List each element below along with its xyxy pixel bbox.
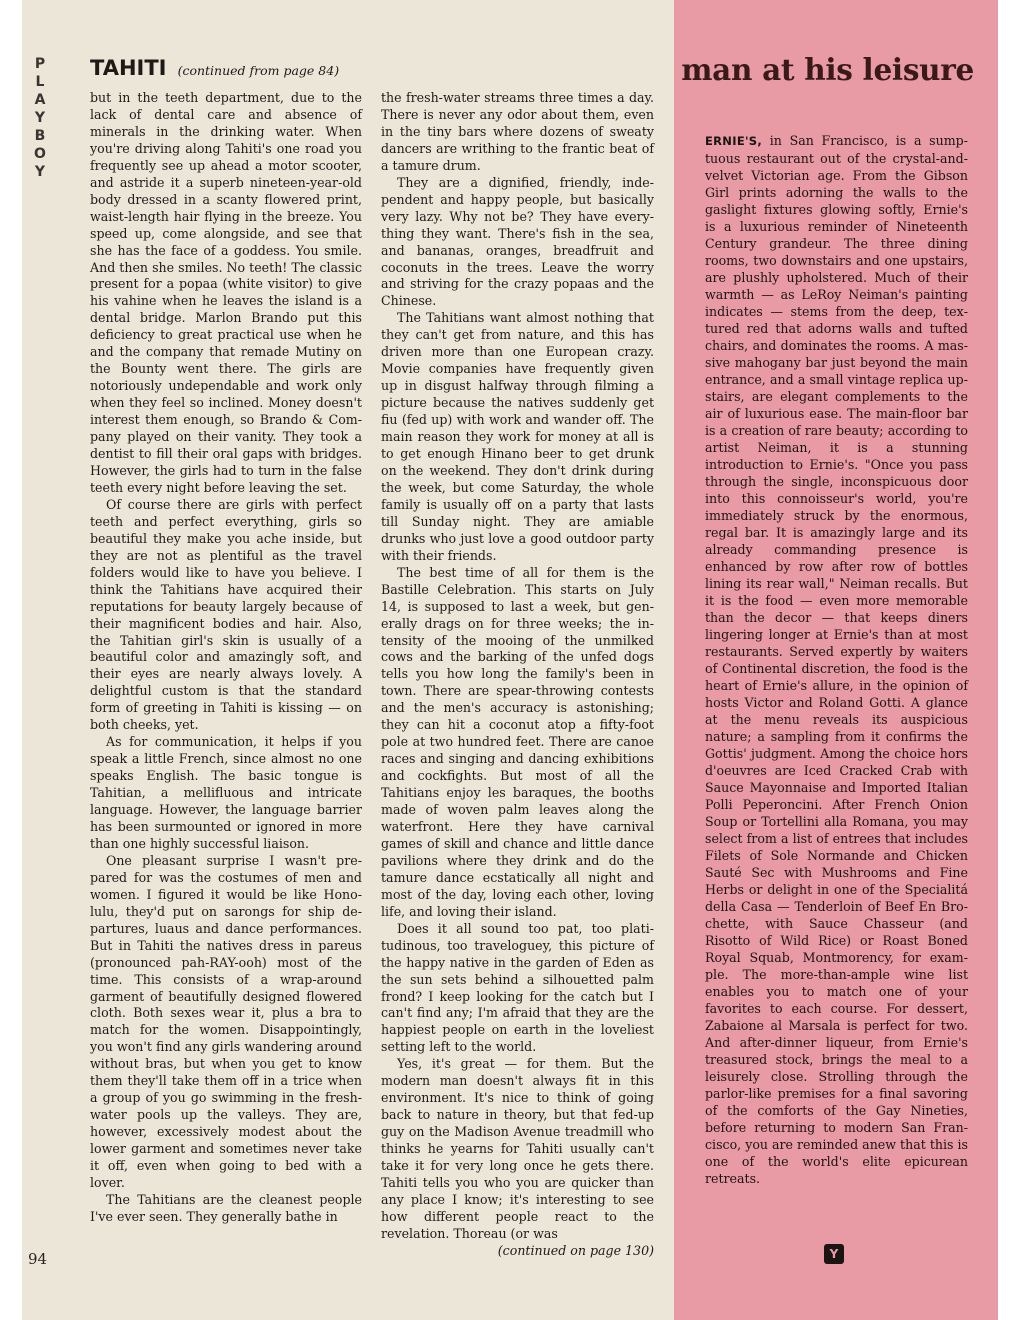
paragraph: Of course there are girls with perfect teeth and perfect everything, girls so beautiful they make you ache inside, but they are not as plentiful as the travel folders would like to have you believe. I think the Tahitians have acquired their reputations for beauty largely because of their magnificent bodies and hair. Also, the Tahitian girl's skin is usually of a beautiful color and amazingly soft, and their eyes are nearly always lovely. A delightful custom is that the standard form of greeting in Tahiti is kissing — on both cheeks, yet. — [90, 496, 362, 733]
paragraph: but in the teeth department, due to the lack of dental care and absence of minerals in the drinking water. When you're driving along Tahiti's one road you frequently see up ahead a motor scooter, and astride it a superb nineteen-year-old body dressed in a scanty flowered print, waist-length hair flying in the breeze. You speed up, come alongside, and see that she has the face of a goddess. You smile. And then she smiles. No teeth! The classic present for a popaa (white visitor) to give his vahine when he leaves the island is a dental bridge. Marlon Brando put this deficiency to great practical use when he and the company that remade Mutiny on the Bounty went there. The girls are notoriously undependable and work only when they feel so inclined. Money doesn't interest them enough, so Brando & Company played on their vanity. They took a dentist to fill their oral gaps with bridges. However, the girls had to turn in the false teeth every night before leaving the set. — [90, 90, 362, 495]
paragraph: As for communication, it helps if you speak a little French, since almost no one speaks English. The basic tongue is Tahitian, a mellifluous and intricate language. However, the language barrier has been surmounted or ignored in more than one highly successful liaison. — [90, 734, 362, 851]
paragraph: The Tahitians are the cleanest people I've ever seen. They generally bathe in — [90, 1191, 362, 1224]
paragraph: One pleasant surprise I wasn't prepared for was the costumes of men and women. I figured it would be like Honolulu, they'd put on sarongs for ship departures, luaus and dance performances. But in Tahiti the natives dress in pareus (pronounced pah-RAY-ooh) most of the time. This consists of a wrap-around garment of beautifully designed flowered cloth. Both sexes wear it, plus a bra to match for the women. Disappointingly, you won't find any girls wandering around without bras, but when you get to know them they'll take them off in a trice when a group of you go swimming in the fresh-water pools up the valleys. They are, however, excessively modest about the lower garment and sometimes never take it off, even when going to bed with a lover. — [90, 852, 362, 1190]
page-number: 94 — [28, 1250, 48, 1268]
paragraph: The best time of all for them is the Bastille Celebration. This starts on July 14, is supposed to last a week, but generally drags on for three weeks; the intensity of the mooing of the unmilked cows and the barking of the unfed dogs tells you how long the family's been in town. There are spear-throwing contests and the men's accuracy is astonishing; they can hit a coconut atop a fifty-foot pole at two hundred feet. There are canoe races and singing and dancing exhibitions and cockfights. But most of all the Tahitians enjoy les baraques, the booths made of woven palm leaves along the waterfront. Here they have carnival games of skill and chance and little dance pavilions where they drink and do the tamure dance ecstatically all night and most of the day, loving each other, loving life, and loving their island. — [381, 564, 654, 919]
sidebar-lead: ERNIE'S, — [705, 134, 763, 148]
sidebar-column — [705, 132, 968, 1187]
article-column-2 — [381, 90, 654, 1260]
article-column-1 — [90, 90, 362, 1226]
end-mark-icon: Y — [824, 1244, 844, 1264]
paragraph: Yes, it's great — for them. But the modern man doesn't always fit in this environment. It's nice to think of going back to nature in theory, but that fed-up guy on the Madison Avenue treadmill who thinks he yearns for Tahiti usually can't take it for very long once he gets there. Tahiti tells you who you are quicker than any place I know; it's interesting to see how different people react to the revelation. Thoreau (or was — [381, 1056, 654, 1241]
magazine-name-vertical: P L A Y B O Y — [34, 56, 46, 180]
continued-on: (continued on page 130) — [497, 1242, 654, 1258]
sidebar-paragraph — [705, 132, 968, 1187]
sidebar-title: man at his leisure — [681, 52, 974, 87]
paragraph: The Tahitians want almost nothing that they can't get from nature, and this has driven more than one European crazy. Movie companies have frequently given up in disgust halfway through filming a picture because the natives suddenly get fiu (fed up) with work and wander off. The main reason they work for money at all is to get enough Hinano beer to get drunk on the weekend. They don't drink during the week, but come Saturday, the whole family is usually off on a party that lasts till Sunday night. They are amiable drunks who just love a good outdoor party with their friends. — [381, 310, 654, 563]
paragraph: They are a dignified, friendly, independent and happy people, but basically very lazy. Why not be? They have everything they want. There's fish in the sea, and bananas, oranges, breadfruit and coconuts in the trees. Leave the worry and striving for the crazy popaas and the Chinese. — [381, 174, 654, 309]
sidebar-body: in San Francisco, is a sumptuous restaurant out of the crystal-and-velvet Victorian age. From the Gibson Girl prints adorning the walls to the gaslight fixtures glowing softly, Ernie's is a luxurious reminder of Nineteenth Century grandeur. The three dining rooms, two downstairs and one upstairs, are plushly upholstered. Much of their warmth — as LeRoy Neiman's painting indicates — stems from the deep, textured red that adorns walls and tufted chairs, and dominates the rooms. A massive mahogany bar just beyond the main entrance, and a small vintage replica upstairs, are elegant complements to the air of luxurious ease. The main-floor bar is a creation of rare beauty; according to artist Neiman, it is a stunning introduction to Ernie's. "Once you pass through the single, inconspicuous door into this connoisseur's world, you're immediately struck by the enormous, regal bar. It is amazingly large and its already commanding presence is enhanced by row after row of bottles lining its rear wall," Neiman recalls. But it is the food — even more memorable than the decor — that keeps diners lingering longer at Ernie's than at most restaurants. Served expertly by waiters of Continental discretion, the food is the heart of Ernie's allure, in the opinion of hosts Victor and Roland Gotti. A glance at the menu reveals its auspicious nature; a sampling from it confirms the Gottis' judgment. Among the choice hors d'oeuvres are Iced Cracked Crab with Sauce Mayonnaise and Imported Italian Polli Peperoncini. After French Onion Soup or Tortellini alla Romana, you may select from a list of entrees that includes Filets of Sole Normande and Chicken Sauté Sec with Mushrooms and Fine Herbs or delight in one of the Specialitá della Casa — Tenderloin of Beef En Brochette, with Sauce Chasseur (and Risotto of Wild Rice) or Roast Boned Royal Squab, Montmorency, for example. The more-than-ample wine list enables you to match one of your favorites to each course. For dessert, Zabaione al Marsala is perfect for two. And after-dinner liqueur, from Ernie's treasured stock, brings the meal to a leisurely close. Strolling through the parlor-like premises for a final savoring of the comforts of the Gay Nineties, before returning to modern San Francisco, you are reminded anew that this is one of the world's elite epicurean retreats. — [705, 133, 968, 1186]
article-header — [90, 56, 650, 86]
continued-from: (continued from page 84) — [177, 63, 340, 78]
paragraph: Does it all sound too pat, too platitudinous, too traveloguey, this picture of the happy native in the garden of Eden as the sun sets behind a silhouetted palm frond? I keep looking for the catch but I can't find any; I'm afraid that they are the happiest people on earth in the loveliest setting left to the world. — [381, 920, 654, 1055]
article-title: TAHITI — [90, 56, 167, 80]
paragraph: the fresh-water streams three times a day. There is never any odor about them, even in the tiny bars where dozens of sweaty dancers are writhing to the frantic beat of a tamure drum. — [381, 90, 654, 173]
